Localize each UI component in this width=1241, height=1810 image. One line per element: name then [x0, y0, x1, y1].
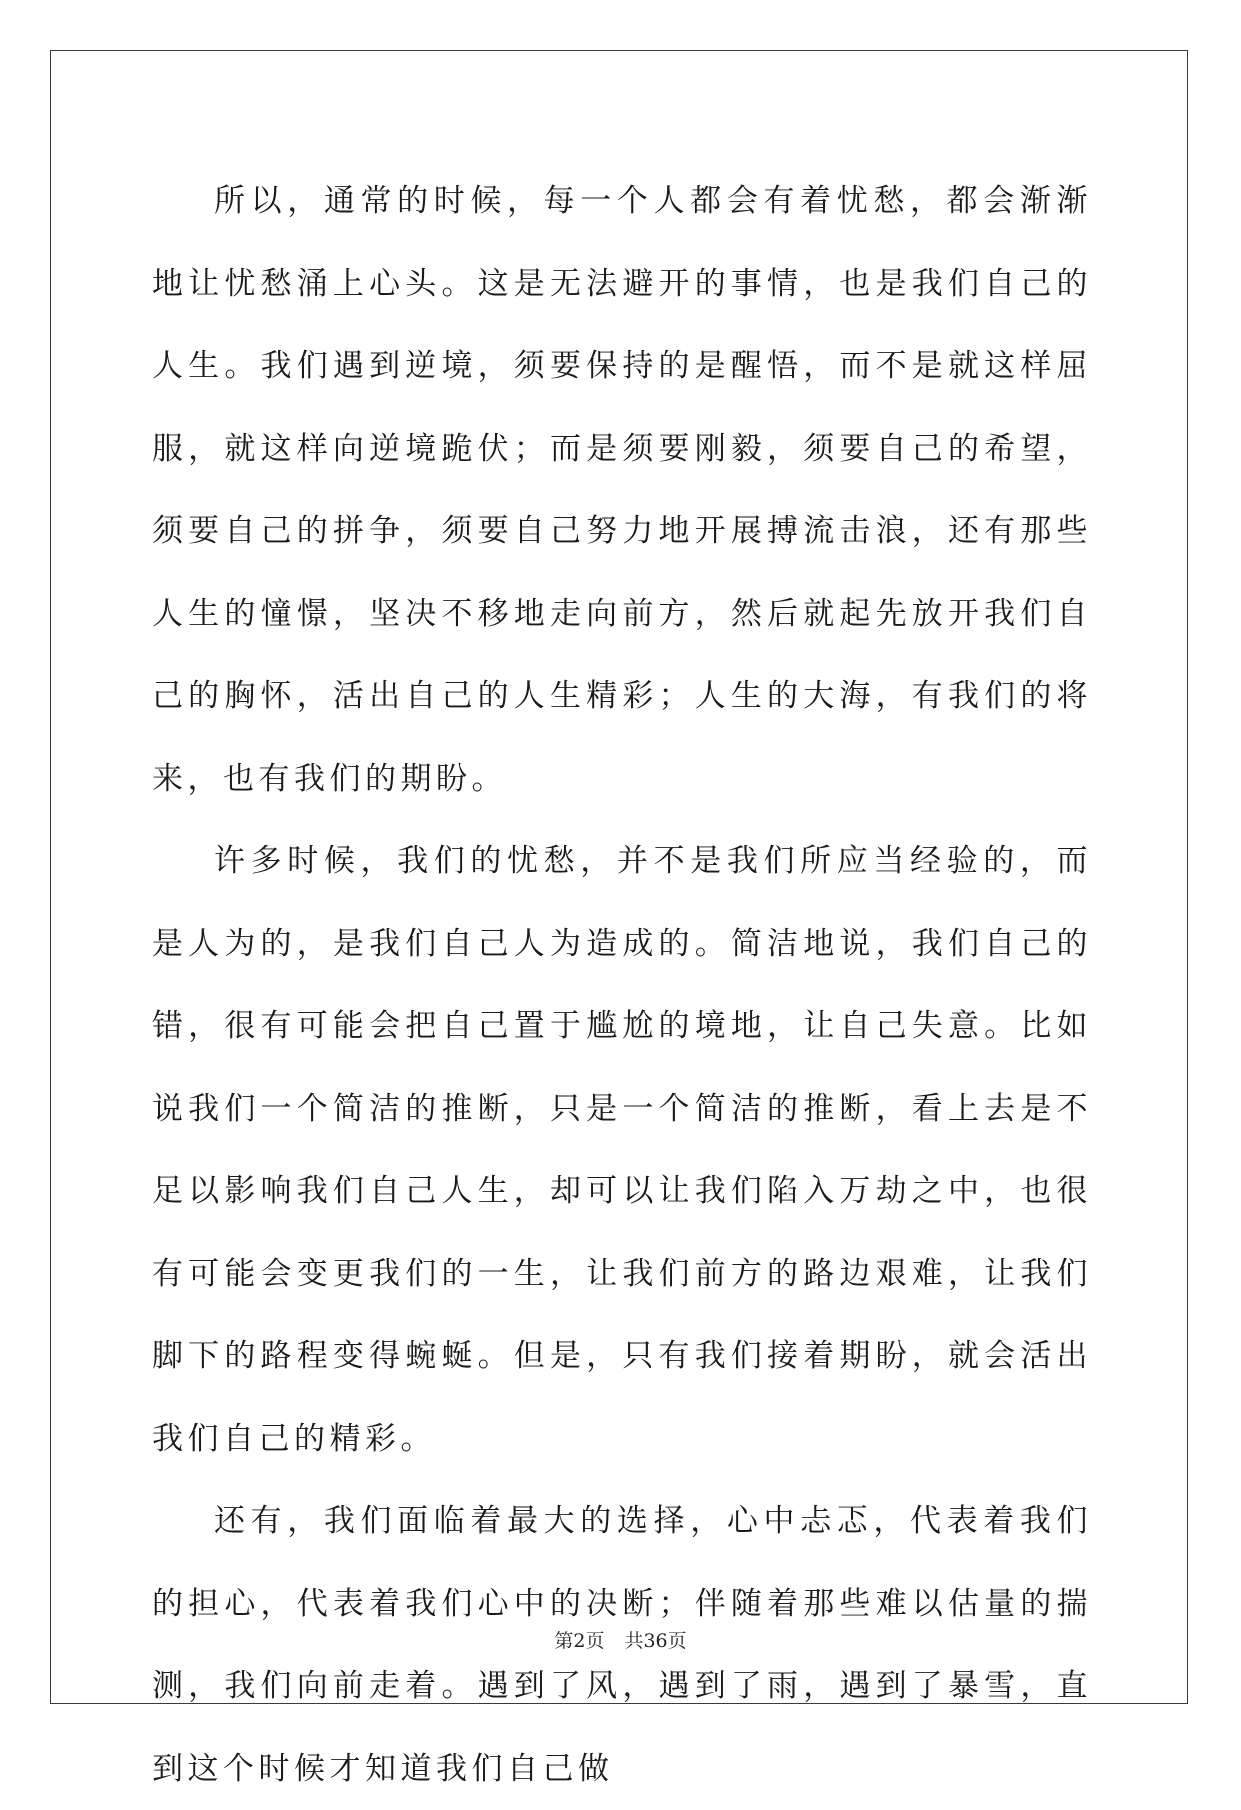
paragraph-3: 还有，我们面临着最大的选择，心中忐忑，代表着我们的担心，代表着我们心中的决断；伴随着那些难以估量的揣测，我们向前走着。遇到了风，遇到了雨，遇到了暴雪，直到这个时候才知道我们自己做: [152, 1503, 1092, 1787]
page-number: 第2页: [554, 1630, 605, 1652]
paragraph-1: 所以，通常的时候，每一个人都会有着忧愁，都会渐渐地让忧愁涌上心头。这是无法避开的事情，也是我们自己的人生。我们遇到逆境，须要保持的是醒悟，而不是就这样屈服，就这样向逆境跪伏；而是须要刚毅，须要自己的希望，须要自己的拼争，须要自己努力地开展搏流击浪，还有那些人生的憧憬，坚决不移地走向前方，然后就起先放开我们自己的胸怀，活出自己的人生精彩；人生的大海，有我们的将来，也有我们的期盼。: [152, 183, 1092, 797]
document-body: [152, 160, 1092, 1810]
page-total: 共36页: [624, 1630, 687, 1652]
page-footer: [0, 1626, 1241, 1653]
paragraph-2: 许多时候，我们的忧愁，并不是我们所应当经验的，而是人为的，是我们自己人为造成的。简洁地说，我们自己的错，很有可能会把自己置于尴尬的境地，让自己失意。比如说我们一个简洁的推断，只是一个简洁的推断，看上去是不足以影响我们自己人生，却可以让我们陷入万劫之中，也很有可能会变更我们的一生，让我们前方的路边艰难，让我们脚下的路程变得蜿蜒。但是，只有我们接着期盼，就会活出我们自己的精彩。: [152, 843, 1092, 1457]
